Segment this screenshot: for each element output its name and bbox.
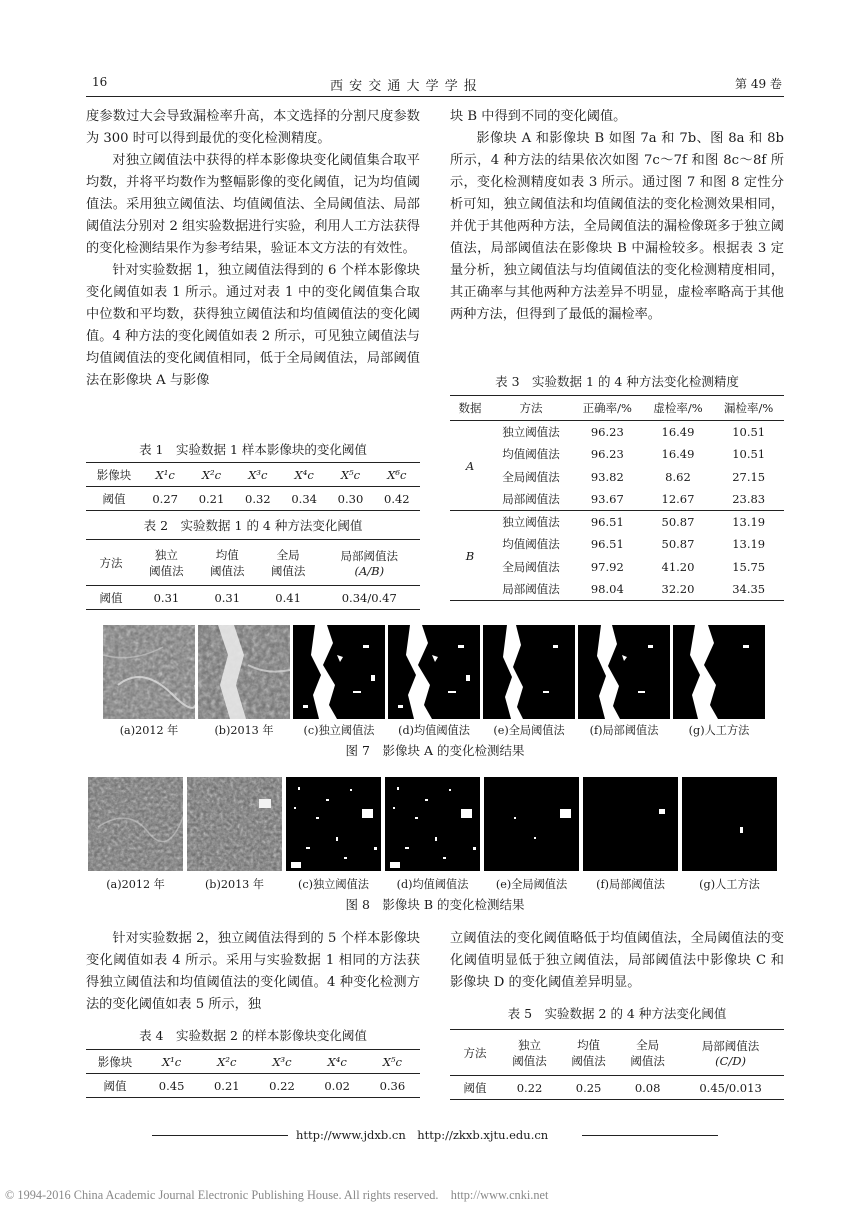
header-line: 局部阈值法	[701, 1038, 760, 1053]
fig7-image-b	[198, 625, 290, 719]
paragraph: 块 B 中得到不同的变化阈值。	[450, 109, 627, 124]
table-cell: 阈值	[99, 590, 123, 605]
fig7-label-f: (f)局部阈值法	[589, 724, 659, 737]
fig7-image-g	[673, 625, 765, 719]
paragraph: 度参数过大会导致漏检率升高，本文选择的分割尺度参数为 300 时可以得到最优的变化检测精度。	[86, 109, 420, 146]
table-cell: 8.62	[665, 469, 691, 484]
table4-caption: 表 4 实验数据 2 的样本影像块变化阈值	[139, 1028, 367, 1043]
table-cell: 0.45/0.013	[699, 1080, 762, 1095]
header-line: 独立	[518, 1037, 542, 1052]
table-cell: 0.34/0.47	[341, 590, 397, 605]
table-cell: 32.20	[661, 582, 695, 596]
fig8-label-d: (d)均值阈值法	[396, 878, 469, 891]
table-header-cell: X⁵c	[340, 467, 361, 482]
table2-caption: 表 2 实验数据 1 的 4 种方法变化阈值	[143, 518, 363, 533]
table1	[86, 462, 420, 511]
copyright-notice: © 1994-2016 China Academic Journal Electronic Publishing House. All rights reserved. http://www.cnki.net	[5, 1188, 549, 1202]
table-header-cell: 影像块	[96, 467, 132, 482]
table-cell: 独立阈值法	[502, 425, 560, 439]
left-column-text-top	[86, 106, 420, 392]
left-column-text-bottom	[86, 928, 420, 1016]
header-line: 均值	[215, 547, 239, 562]
table-cell: 27.15	[732, 469, 766, 484]
paragraph: 针对实验数据 2，独立阈值法得到的 5 个样本影像块变化阈值如表 4 所示。采用与实验数据 1 相同的方法获得独立阈值法和均值阈值法的变化阈值。4 种变化检测方法的变化阈值如表 5 所示，独	[86, 931, 420, 1012]
table-cell: 41.20	[661, 559, 695, 574]
table-header-cell: X⁵c	[382, 1054, 402, 1069]
table2	[86, 539, 420, 610]
footer-urls: http://www.jdxb.cn http://zkxb.xjtu.edu.cn	[296, 1128, 549, 1142]
table-cell: 均值阈值法	[502, 447, 560, 462]
table-cell: 0.31	[214, 590, 241, 605]
table-group-label: B	[450, 511, 490, 601]
right-column-text-top	[450, 106, 784, 326]
table-header-cell: X²c	[217, 1054, 237, 1069]
table-cell: 50.87	[661, 537, 695, 552]
table-cell: 局部阈值法	[502, 492, 560, 506]
right-column-text-bottom	[450, 928, 784, 994]
table-header-cell: 方法	[519, 401, 543, 415]
table-cell: 阈值	[463, 1080, 487, 1095]
header-line: 阈值法	[149, 563, 184, 578]
table-header-cell: 方法	[99, 555, 123, 570]
table-cell: 0.36	[379, 1078, 406, 1093]
table-cell: 全局阈值法	[502, 469, 560, 484]
table-header-cell	[618, 1030, 677, 1076]
table-cell: 93.82	[590, 469, 624, 484]
table-cell: 0.42	[384, 491, 410, 506]
fig8-image-b	[187, 777, 282, 871]
table-header-cell: 数据	[458, 401, 482, 415]
fig7-image-d	[388, 625, 480, 719]
table-cell: 0.08	[634, 1080, 661, 1095]
volume-label: 第 49 卷	[735, 77, 782, 91]
table-cell: 0.30	[337, 491, 364, 506]
header-line: 全局	[636, 1037, 660, 1052]
table-header-cell: X¹c	[161, 1054, 182, 1069]
fig7-label-a: (a)2012 年	[119, 724, 179, 737]
fig8-image-f	[583, 777, 678, 871]
table-header-cell	[319, 540, 420, 586]
table-cell: 96.51	[590, 537, 624, 552]
table-header-cell	[677, 1030, 784, 1076]
page-number: 16	[92, 75, 108, 89]
journal-title: 西 安 交 通 大 学 学 报	[330, 79, 478, 94]
table-cell: 0.41	[275, 590, 301, 605]
paragraph: 针对实验数据 1，独立阈值法得到的 6 个样本影像块变化阈值如表 1 所示。通过对表 1 中的变化阈值集合取中位数和平均数，获得独立阈值法和均值阈值法的变化阈值。4 种方法的变化阈值如表 2 所示，可见独立阈值法与均值阈值法的变化阈值相同，低于全局阈值法，局部阈值法在影像块 A 与影像	[86, 263, 420, 388]
fig8-image-g	[682, 777, 777, 871]
table3	[450, 395, 784, 601]
fig8-image-d	[385, 777, 480, 871]
table-cell: 0.27	[152, 491, 178, 506]
table-cell: 12.67	[661, 492, 695, 506]
table-cell: 0.21	[213, 1078, 240, 1093]
table-cell: 15.75	[732, 559, 766, 574]
table-cell: 96.51	[590, 515, 624, 529]
header-line: 局部阈值法	[340, 548, 399, 563]
table-header-cell	[197, 540, 258, 586]
table-header-cell	[136, 540, 197, 586]
table-cell: 0.22	[269, 1078, 295, 1093]
fig8-label-f: (f)局部阈值法	[596, 878, 665, 891]
table-cell: 0.22	[516, 1080, 543, 1095]
table-cell: 13.19	[732, 515, 766, 529]
table-cell: 独立阈值法	[502, 515, 560, 529]
table-group-label: A	[465, 458, 475, 473]
table-header-cell: 影像块	[97, 1054, 133, 1069]
table-cell: 0.25	[575, 1080, 602, 1095]
table-header-cell: 正确率/%	[582, 401, 632, 415]
fig7-label-c: (c)独立阈值法	[303, 724, 375, 737]
header-line: 阈值法	[571, 1053, 606, 1068]
header-line: 阈值法	[270, 563, 306, 578]
table-cell: 0.02	[324, 1078, 350, 1093]
table-cell: 50.87	[661, 515, 695, 529]
fig8-label-c: (c)独立阈值法	[298, 878, 369, 891]
figure8-caption: 图 8 影像块 B 的变化检测结果	[345, 897, 525, 912]
table-header-cell: X⁴c	[327, 1054, 347, 1069]
table5-caption: 表 5 实验数据 2 的 4 种方法变化阈值	[507, 1006, 727, 1021]
fig7-label-b: (b)2013 年	[214, 724, 274, 737]
table-cell: 96.23	[590, 447, 624, 462]
table-cell: 97.92	[590, 559, 624, 574]
fig7-image-c	[293, 625, 385, 719]
header-line: 阈值法	[512, 1053, 547, 1068]
table-cell: 0.31	[153, 590, 180, 605]
table-cell: 全局阈值法	[502, 559, 560, 574]
fig7-label-d: (d)均值阈值法	[398, 724, 470, 737]
paragraph: 影像块 A 和影像块 B 如图 7a 和 7b、图 8a 和 8b 所示，4 种方法的结果依次如图 7c～7f 和图 8c～8f 所示，变化检测精度如表 3 所示。通过图 7 和图 8 定性分析可知，独立阈值法和均值阈值法的变化检测效果相同，并优于其他两种方法，全局阈值法的漏检像斑多于独立阈值法，局部阈值法在影像块 B 中漏检较多。根据表 3 定量分析，独立阈值法与均值阈值法的变化检测精度相同，其正确率与其他两种方法差异不明显，虚检率略高于其他两种方法，但得到了最低的漏检率。	[450, 131, 784, 322]
fig8-image-c	[286, 777, 381, 871]
table-header-cell: 漏检率/%	[724, 401, 774, 415]
fig7-label-g: (g)人工方法	[688, 724, 750, 737]
table-cell: 10.51	[732, 447, 766, 462]
table-header-cell: X²c	[201, 467, 222, 482]
fig8-image-e	[484, 777, 579, 871]
table-header-cell: 方法	[463, 1045, 487, 1060]
figure7-panels	[103, 625, 765, 719]
fig8-label-b: (b)2013 年	[204, 878, 265, 891]
header-line: 阈值法	[630, 1053, 665, 1068]
table-header-cell: X¹c	[155, 467, 175, 482]
table-cell: 0.32	[245, 491, 271, 506]
table-header-cell: X⁶c	[387, 467, 407, 482]
table-cell: 16.49	[661, 425, 695, 439]
fig7-image-f	[578, 625, 670, 719]
table-cell: 0.34	[291, 491, 317, 506]
table-cell: 96.23	[590, 425, 624, 439]
table-cell: 34.35	[732, 582, 766, 596]
table-cell: 23.83	[732, 492, 766, 506]
fig7-label-e: (e)全局阈值法	[493, 724, 565, 737]
header-line: (C/D)	[715, 1053, 746, 1068]
footer-rule-right	[582, 1135, 718, 1136]
fig8-label-a: (a)2012 年	[106, 878, 165, 891]
table-header-cell: 虚检率/%	[653, 401, 703, 415]
table-cell: 0.21	[198, 491, 225, 506]
fig8-image-a	[88, 777, 183, 871]
table1-caption: 表 1 实验数据 1 样本影像块的变化阈值	[139, 442, 367, 457]
table-cell: 阈值	[103, 1078, 127, 1093]
footer-rule-left	[152, 1135, 288, 1136]
table-cell: 局部阈值法	[502, 582, 560, 596]
header-line: 均值	[577, 1037, 601, 1052]
table-cell: 13.19	[732, 537, 766, 552]
paragraph: 立阈值法的变化阈值略低于均值阈值法，全局阈值法的变化阈值明显低于独立阈值法，局部阈值法中影像块 C 和影像块 D 的变化阈值差异明显。	[450, 931, 784, 990]
header-rule	[86, 96, 784, 97]
table5	[450, 1029, 784, 1100]
header-line: 独立	[154, 547, 178, 562]
table-header-cell: X⁴c	[294, 467, 314, 482]
fig7-image-e	[483, 625, 575, 719]
fig7-image-a	[103, 625, 195, 719]
table-header-cell: X³c	[272, 1054, 292, 1069]
header-line: 全局	[276, 547, 300, 562]
fig8-label-e: (e)全局阈值法	[495, 878, 568, 891]
table-cell: 均值阈值法	[502, 537, 560, 552]
table-cell: 93.67	[590, 492, 624, 506]
table3-caption: 表 3 实验数据 1 的 4 种方法变化检测精度	[495, 374, 739, 389]
table-cell: 0.45	[158, 1078, 185, 1093]
table4	[86, 1049, 420, 1098]
figure7-caption: 图 7 影像块 A 的变化检测结果	[345, 743, 525, 758]
table-cell: 阈值	[102, 491, 126, 506]
table-header-cell	[258, 540, 319, 586]
table-cell: 16.49	[661, 447, 695, 462]
table-cell: 10.51	[732, 425, 766, 439]
header-line: 阈值法	[210, 563, 245, 578]
table-header-cell	[500, 1030, 559, 1076]
table-header-cell	[559, 1030, 618, 1076]
fig8-label-g: (g)人工方法	[699, 878, 760, 891]
table-header-cell: X³c	[248, 467, 268, 482]
header-line: (A/B)	[354, 563, 385, 578]
paragraph: 对独立阈值法中获得的样本影像块变化阈值集合取平均数，并将平均数作为整幅影像的变化阈值，记为均值阈值法。采用独立阈值法、均值阈值法、全局阈值法、局部阈值法分别对 2 组实验数据进行实验，利用人工方法获得的变化检测结果作为参考结果，验证本文方法的有效性。	[86, 153, 420, 256]
table-cell: 98.04	[590, 582, 624, 596]
figure8-panels	[88, 777, 780, 871]
